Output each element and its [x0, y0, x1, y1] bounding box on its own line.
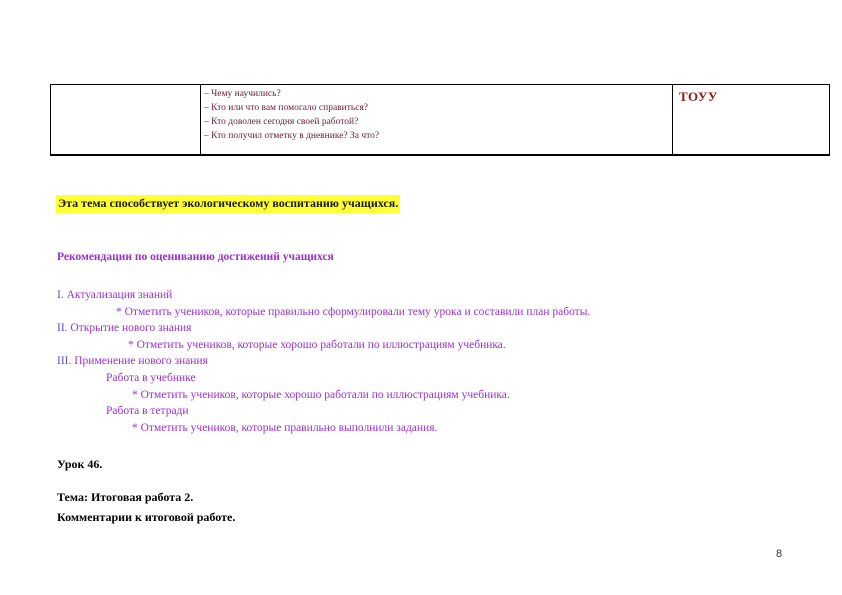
lesson-number: Урок 46.: [57, 457, 103, 471]
subsection-label: Работа в тетради: [106, 405, 189, 417]
criterion-line: * Отметить учеников, которые правильно выполнили задания.: [132, 422, 438, 434]
section-label: Открытие нового знания: [67, 322, 192, 334]
table-cell-questions: [201, 85, 673, 154]
section-label: Применение нового знания: [71, 355, 208, 367]
section-heading: [57, 289, 172, 301]
lesson-topic: Тема: Итоговая работа 2.: [57, 490, 194, 504]
criterion-line: * Отметить учеников, которые хорошо работали по иллюстрациям учебника.: [132, 389, 510, 401]
question-line: – Чему научились?: [204, 89, 281, 99]
table-cell-empty: [51, 85, 201, 154]
section-heading: [57, 355, 208, 367]
question-line: – Кто или что вам помогало справиться?: [204, 103, 369, 113]
uud-label: ТОУУ: [679, 89, 718, 104]
criterion-line: * Отметить учеников, которые хорошо работали по иллюстрациям учебника.: [128, 339, 506, 351]
recommendations-title: Рекомендации по оцениванию достижений учащихся: [57, 251, 334, 263]
roman-numeral: I.: [57, 289, 64, 301]
roman-numeral: III.: [57, 355, 72, 367]
question-line: – Кто получил отметку в дневнике? За что?: [204, 131, 380, 141]
roman-numeral: II.: [57, 322, 68, 334]
highlighted-note: Эта тема способствует экологическому воспитанию учащихся.: [56, 195, 400, 213]
lesson-table: [50, 84, 830, 156]
section-heading: [57, 322, 191, 334]
page-number: 8: [776, 548, 783, 560]
lesson-comments: Комментарии к итоговой работе.: [57, 510, 236, 524]
section-label: Актуализация знаний: [63, 289, 173, 301]
criterion-line: * Отметить учеников, которые правильно сформулировали тему урока и составили план работы.: [116, 306, 591, 318]
subsection-label: Работа в учебнике: [106, 372, 196, 384]
table-cell-uud: [674, 85, 829, 154]
question-line: – Кто доволен сегодня своей работой?: [204, 117, 359, 127]
